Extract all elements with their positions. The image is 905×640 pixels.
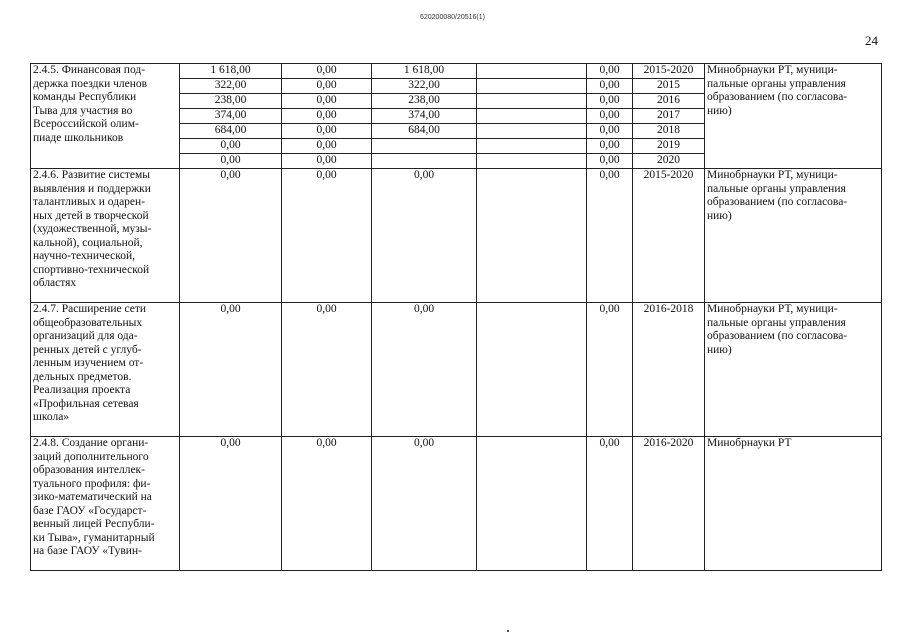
period-cell: 2015	[633, 79, 705, 94]
responsible-executor-cell: Минобрнауки РТ, муници- пальные органы управления образованием (по согласова- нию)	[705, 169, 882, 303]
table-body	[31, 64, 882, 571]
amount-federal-cell: 0,00	[282, 64, 372, 79]
amount-federal-cell: 0,00	[282, 303, 372, 437]
period-cell: 2020	[633, 154, 705, 169]
table-row	[31, 437, 882, 571]
amount-total-cell: 0,00	[180, 437, 282, 571]
amount-total-cell: 238,00	[180, 94, 282, 109]
amount-federal-cell: 0,00	[282, 169, 372, 303]
period-cell: 2019	[633, 139, 705, 154]
amount-extra-budget-cell: 0,00	[587, 303, 633, 437]
table-row	[31, 64, 882, 79]
responsible-executor-cell: Минобрнауки РТ, муници- пальные органы управления образованием (по согласова- нию)	[705, 303, 882, 437]
amount-republic-cell: 374,00	[372, 109, 477, 124]
amount-federal-cell: 0,00	[282, 109, 372, 124]
amount-extra-budget-cell: 0,00	[587, 437, 633, 571]
activity-name-cell: 2.4.8. Создание органи- заций дополнительного образования интеллек- туального профиля: фи- зико-математический на базе ГАОУ «Государст- венный лицей Республи- ки Тыва», гуманитарный на базе ГАОУ «Тувин-	[31, 437, 180, 571]
page-mark	[507, 630, 509, 632]
activity-name-cell: 2.4.7. Расширение сети общеобразовательных организаций для ода- ренных детей с углуб- ленным изучением от- дельных предметов. Реализация проекта «Профильная сетевая школа»	[31, 303, 180, 437]
amount-extra-budget-cell: 0,00	[587, 109, 633, 124]
amount-extra-budget-cell: 0,00	[587, 154, 633, 169]
amount-federal-cell: 0,00	[282, 154, 372, 169]
period-cell: 2015-2020	[633, 169, 705, 303]
period-cell: 2017	[633, 109, 705, 124]
amount-federal-cell: 0,00	[282, 139, 372, 154]
amount-municipal-cell	[477, 94, 587, 109]
period-cell: 2016-2020	[633, 437, 705, 571]
amount-municipal-cell	[477, 109, 587, 124]
amount-total-cell: 0,00	[180, 303, 282, 437]
amount-extra-budget-cell: 0,00	[587, 94, 633, 109]
amount-republic-cell	[372, 154, 477, 169]
amount-municipal-cell	[477, 169, 587, 303]
amount-republic-cell: 238,00	[372, 94, 477, 109]
amount-municipal-cell	[477, 64, 587, 79]
amount-republic-cell: 0,00	[372, 303, 477, 437]
amount-municipal-cell	[477, 437, 587, 571]
amount-extra-budget-cell: 0,00	[587, 124, 633, 139]
period-cell: 2018	[633, 124, 705, 139]
activity-name-cell: 2.4.5. Финансовая под- держка поездки членов команды Республики Тыва для участия во Всероссийской олим- пиаде школьников	[31, 64, 180, 169]
amount-total-cell: 684,00	[180, 124, 282, 139]
period-cell: 2016	[633, 94, 705, 109]
amount-municipal-cell	[477, 139, 587, 154]
amount-federal-cell: 0,00	[282, 79, 372, 94]
amount-total-cell: 322,00	[180, 79, 282, 94]
period-cell: 2016-2018	[633, 303, 705, 437]
amount-extra-budget-cell: 0,00	[587, 64, 633, 79]
amount-federal-cell: 0,00	[282, 94, 372, 109]
amount-republic-cell: 0,00	[372, 169, 477, 303]
table-row	[31, 169, 882, 303]
amount-total-cell: 0,00	[180, 139, 282, 154]
responsible-executor-cell: Минобрнауки РТ	[705, 437, 882, 571]
amount-republic-cell: 1 618,00	[372, 64, 477, 79]
amount-republic-cell: 0,00	[372, 437, 477, 571]
amount-municipal-cell	[477, 154, 587, 169]
amount-republic-cell: 684,00	[372, 124, 477, 139]
amount-municipal-cell	[477, 79, 587, 94]
activities-table	[30, 63, 882, 571]
amount-federal-cell: 0,00	[282, 124, 372, 139]
page-number: 24	[865, 33, 878, 48]
amount-republic-cell	[372, 139, 477, 154]
period-cell: 2015-2020	[633, 64, 705, 79]
amount-municipal-cell	[477, 124, 587, 139]
amount-total-cell: 374,00	[180, 109, 282, 124]
responsible-executor-cell: Минобрнауки РТ, муници- пальные органы управления образованием (по согласова- нию)	[705, 64, 882, 169]
amount-total-cell: 1 618,00	[180, 64, 282, 79]
amount-republic-cell: 322,00	[372, 79, 477, 94]
amount-extra-budget-cell: 0,00	[587, 139, 633, 154]
amount-extra-budget-cell: 0,00	[587, 169, 633, 303]
activity-name-cell: 2.4.6. Развитие системы выявления и поддержки талантливых и одарен- ных детей в творческой (художественной, музы- кальной), социальной, научно-технической, спортивно-технической областях	[31, 169, 180, 303]
amount-municipal-cell	[477, 303, 587, 437]
amount-total-cell: 0,00	[180, 169, 282, 303]
document-id: 620200080/20516(1)	[419, 14, 485, 21]
amount-extra-budget-cell: 0,00	[587, 79, 633, 94]
table-row	[31, 303, 882, 437]
amount-total-cell: 0,00	[180, 154, 282, 169]
amount-federal-cell: 0,00	[282, 437, 372, 571]
